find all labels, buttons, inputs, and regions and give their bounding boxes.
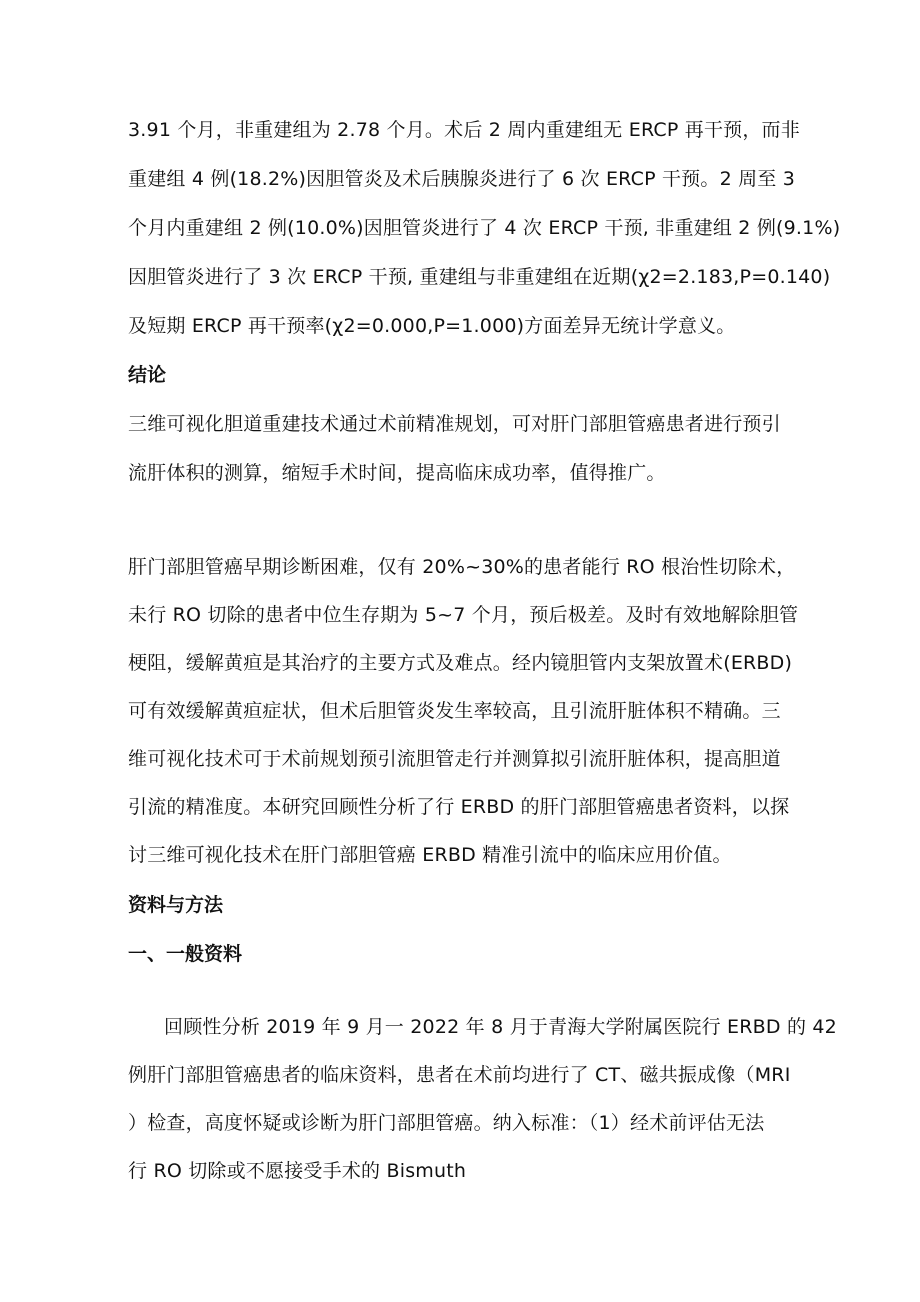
text-line: 流肝体积的测算，缩短手术时间，提高临床成功率，值得推广。 [128, 462, 666, 484]
text-line: 因胆管炎进行了 3 次 ERCP 干预, 重建组与非重建组在近期(χ2=2.183,P=0.140) [128, 266, 831, 288]
methods-heading: 资料与方法 [128, 894, 224, 916]
text-line: 讨三维可视化技术在肝门部胆管癌 ERBD 精准引流中的临床应用价值。 [128, 844, 732, 866]
text-line: 三维可视化胆道重建技术通过术前精准规划，可对肝门部胆管癌患者进行预引 [128, 413, 781, 435]
text-line: 例肝门部胆管癌患者的临床资料，患者在术前均进行了 CT、磁共振成像（MRI [128, 1064, 791, 1086]
text-line: 肝门部胆管癌早期诊断困难，仅有 20%~30%的患者能行 RO 根治性切除术， [128, 556, 796, 578]
text-line: 维可视化技术可于术前规划预引流胆管走行并测算拟引流肝脏体积，提高胆道 [128, 748, 781, 770]
text-line: 梗阻，缓解黄疸是其治疗的主要方式及难点。经内镜胆管内支架放置术(ERBD) [128, 652, 793, 674]
text-line: 可有效缓解黄疸症状，但术后胆管炎发生率较高，且引流肝脏体积不精确。三 [128, 700, 781, 722]
text-line: 引流的精准度。本研究回顾性分析了行 ERBD 的肝门部胆管癌患者资料，以探 [128, 796, 790, 818]
text-line: 及短期 ERCP 再干预率(χ2=0.000,P=1.000)方面差异无统计学意义。 [128, 315, 736, 337]
text-line: 个月内重建组 2 例(10.0%)因胆管炎进行了 4 次 ERCP 干预, 非重建组 2 例(9.1%) [128, 217, 841, 239]
general-data-subheading: 一、一般资料 [128, 943, 243, 965]
text-line: ）检查，高度怀疑或诊断为肝门部胆管癌。纳入标准：（1）经术前评估无法 [128, 1112, 765, 1134]
text-line: 未行 RO 切除的患者中位生存期为 5~7 个月，预后极差。及时有效地解除胆管 [128, 604, 799, 626]
text-line: 3.91 个月，非重建组为 2.78 个月。术后 2 周内重建组无 ERCP 再干预，而非 [128, 119, 800, 141]
conclusion-heading: 结论 [128, 364, 167, 386]
text-line: 回顾性分析 2019 年 9 月一 2022 年 8 月于青海大学附属医院行 ERBD 的 42 [164, 1016, 837, 1038]
text-line: 行 RO 切除或不愿接受手术的 Bismuth [128, 1160, 467, 1182]
text-line: 重建组 4 例(18.2%)因胆管炎及术后胰腺炎进行了 6 次 ERCP 干预。2 周至 3 [128, 168, 796, 190]
